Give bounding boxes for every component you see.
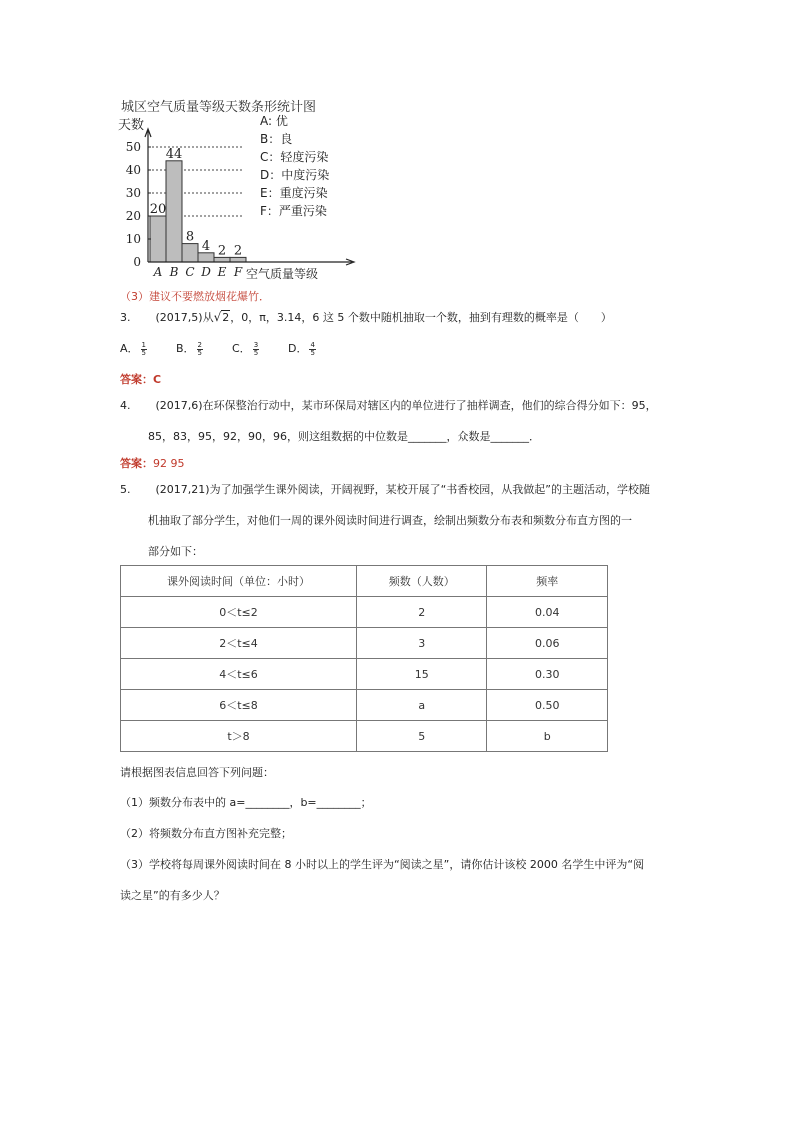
table-row-3-cell-1: a: [356, 690, 486, 721]
table-row-2-cell-0: 4＜t≤6: [121, 659, 357, 690]
q3-option-a: [120, 340, 176, 357]
q5-text-line1: (2017,21)为了加强学生课外阅读，开阔视野，某校开展了“书香校园，从我做起”的主题活动，学校随: [155, 483, 650, 496]
table-row-1-cell-1: 3: [356, 628, 486, 659]
table-row-3-cell-0: 6＜t≤8: [121, 690, 357, 721]
table-row-1-cell-2: 0.06: [487, 628, 608, 659]
q5-part1: （1）频数分布表中的 a=________，b=________；: [120, 796, 372, 809]
legend-item-1: B：良: [260, 132, 293, 146]
x-tick-label-F: F: [233, 265, 243, 279]
x-tick-label-A: A: [153, 265, 163, 279]
y-tick-label-50: 50: [125, 140, 141, 154]
sqrt-radicand: 2: [222, 311, 230, 324]
table-row-4-cell-1: 5: [356, 721, 486, 752]
table-row-4-cell-2: b: [487, 721, 608, 752]
chart-legend: [260, 113, 329, 218]
bar-value-label-C: 8: [185, 229, 195, 245]
table-row-2-cell-1: 15: [356, 659, 486, 690]
y-axis-label: 天数: [118, 118, 145, 133]
table-row-4: [121, 721, 608, 752]
x-tick-label-D: D: [201, 265, 211, 279]
q3-option-c: [232, 340, 288, 357]
bar-value-label-B: 44: [165, 146, 183, 162]
q3-option-b: [176, 340, 232, 357]
q3-options: [120, 340, 344, 357]
q4-line1: [120, 397, 657, 413]
fraction-numerator: 1: [141, 340, 146, 349]
y-tick-label-0: 0: [133, 255, 141, 269]
y-tick-label-20: 20: [125, 209, 141, 223]
q3-stem-text: ，0，π，3.14，6 这 5 个数中随机抽取一个数，抽到有理数的概率是（ ）: [230, 311, 612, 324]
table-row-3: [121, 690, 608, 721]
fraction: [253, 342, 259, 357]
fraction-numerator: 3: [253, 340, 259, 349]
fraction-denominator: 5: [197, 348, 203, 357]
fraction: [141, 342, 147, 357]
q3-source: (2017,5)从: [155, 311, 214, 324]
fraction-denominator: 5: [141, 348, 146, 357]
q3-option-letter: A．: [120, 342, 139, 355]
legend-item-4: E：重度污染: [260, 186, 328, 200]
table-row-0-cell-1: 2: [356, 597, 486, 628]
bar-B: [166, 161, 182, 262]
q3-option-letter: B．: [176, 342, 195, 355]
q4-number: 4.: [120, 399, 131, 412]
q5-part3-line1: （3）学校将每周课外阅读时间在 8 小时以上的学生评为“阅读之星”，请你估计该校 2000 名学生中评为“阅: [120, 858, 645, 871]
q4-line2: 85，83，95，92，90，96，则这组数据的中位数是_______，众数是_______．: [148, 430, 540, 443]
x-tick-label-C: C: [185, 265, 195, 279]
q3-stem: [120, 309, 612, 325]
q3-number: 3.: [120, 311, 131, 324]
table-header-row-cell-0: 课外阅读时间（单位：小时）: [121, 566, 357, 597]
table-header-row-cell-1: 频数（人数）: [356, 566, 486, 597]
q5-part3-line2: 读之星”的有多少人？: [120, 889, 225, 902]
table-row-2-cell-2: 0.30: [487, 659, 608, 690]
bar-value-label-F: 2: [233, 243, 243, 259]
table-row-0-cell-0: 0＜t≤2: [121, 597, 357, 628]
bar-A: [150, 216, 166, 262]
q5-line3: 部分如下：: [148, 545, 203, 558]
y-tick-label-10: 10: [125, 232, 141, 246]
x-tick-label-E: E: [217, 265, 227, 279]
q3-answer: 答案：C: [120, 373, 162, 386]
q4-answer: [120, 455, 185, 471]
table-row-3-cell-2: 0.50: [487, 690, 608, 721]
q4-answer-value: 92 95: [153, 457, 185, 470]
legend-item-3: D：中度污染: [260, 168, 330, 182]
air-quality-bar-chart: [110, 95, 370, 290]
bar-value-label-E: 2: [217, 243, 227, 259]
bar-value-label-A: 20: [149, 202, 167, 217]
bar-D: [198, 253, 214, 262]
x-tick-label-B: B: [169, 265, 179, 279]
table-header-row-cell-2: 频率: [487, 566, 608, 597]
fraction: [197, 342, 203, 357]
q3-option-letter: D．: [288, 342, 308, 355]
chart-title: 城区空气质量等级天数条形统计图: [121, 100, 317, 115]
bar-C: [182, 244, 198, 262]
q4-answer-label: 答案：: [120, 457, 153, 470]
q3-option-d: [288, 340, 344, 357]
q5-number: 5.: [120, 483, 131, 496]
fraction-denominator: 5: [253, 348, 259, 357]
table-row-1: [121, 628, 608, 659]
fraction: [309, 342, 315, 357]
fraction-numerator: 4: [310, 340, 315, 349]
table-row-0-cell-2: 0.04: [487, 597, 608, 628]
fraction-denominator: 5: [310, 348, 315, 357]
y-tick-label-30: 30: [125, 186, 141, 200]
q3-option-letter: C．: [232, 342, 251, 355]
legend-item-2: C：轻度污染: [260, 150, 329, 164]
frequency-table: [120, 565, 608, 752]
table-row-4-cell-0: t＞8: [121, 721, 357, 752]
y-tick-label-40: 40: [125, 163, 141, 177]
q2-part3-answer: （3）建议不要燃放烟花爆竹．: [120, 290, 270, 303]
q5-prompt: 请根据图表信息回答下列问题：: [120, 766, 274, 779]
table-row-0: [121, 597, 608, 628]
q5-line2: 机抽取了部分学生，对他们一周的课外阅读时间进行调查，绘制出频数分布表和频数分布直方图的一: [148, 514, 632, 527]
table-row-2: [121, 659, 608, 690]
legend-item-0: A: 优: [260, 114, 288, 128]
x-axis-label: 空气质量等级: [246, 267, 319, 281]
table-row-1-cell-0: 2＜t≤4: [121, 628, 357, 659]
q5-part2: （2）将频数分布直方图补充完整；: [120, 827, 292, 840]
fraction-numerator: 2: [197, 340, 203, 349]
legend-item-5: F：严重污染: [260, 204, 327, 218]
q5-line1: [120, 481, 650, 497]
q4-text-line1: (2017,6)在环保整治行动中，某市环保局对辖区内的单位进行了抽样调查，他们的综合得分如下：95，: [155, 399, 657, 412]
sqrt-symbol: √: [213, 310, 222, 324]
table-header-row: [121, 566, 608, 597]
bar-value-label-D: 4: [201, 238, 211, 254]
